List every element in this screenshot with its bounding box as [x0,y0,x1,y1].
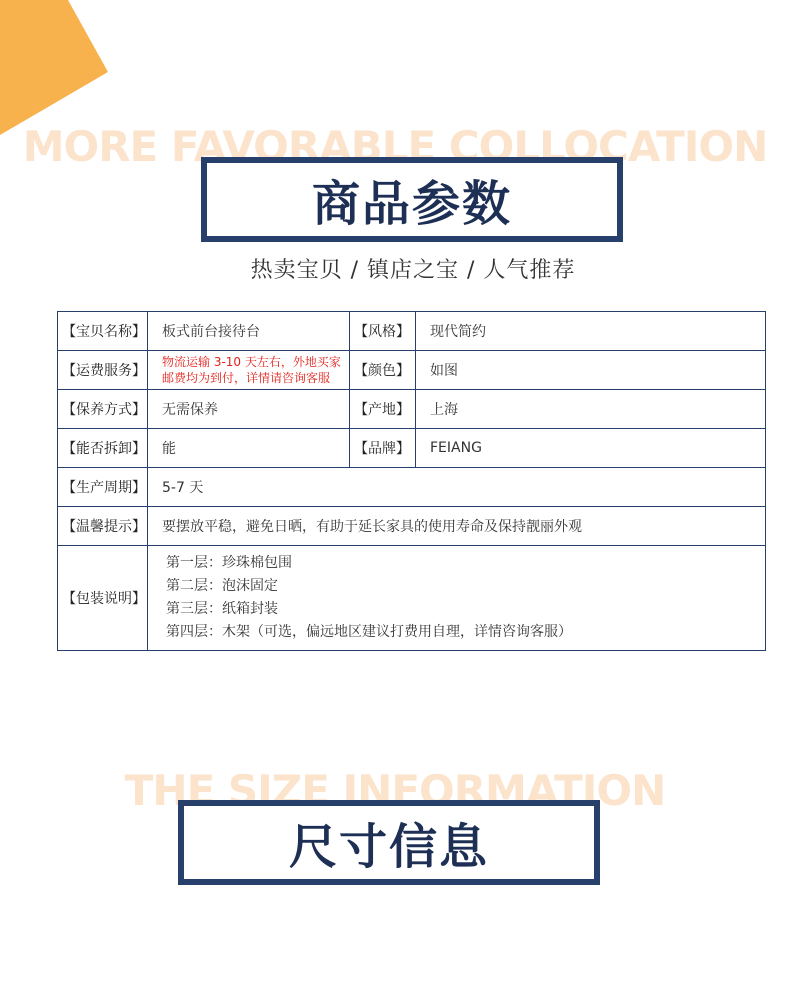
brand-label: 【品牌】 [350,429,416,468]
table-row [58,546,766,651]
cycle-value: 5-7 天 [148,468,766,507]
shipping-value-line1: 物流运输 3-10 天左右，外地买家 [162,355,341,369]
packing-value [148,546,766,651]
style-value: 现代简约 [416,312,766,351]
detachable-label: 【能否拆卸】 [58,429,148,468]
product-parameter-table [57,311,766,651]
table-row [58,429,766,468]
shipping-value-line2: 邮费均为到付，详情请咨询客服 [162,371,331,385]
orange-corner-decoration [0,0,110,140]
table-row [58,312,766,351]
shipping-value [148,351,350,390]
section1-title: 商品参数 [311,176,512,232]
section1-subtitle: 热卖宝贝 / 镇店之宝 / 人气推荐 [250,258,576,283]
packing-line-4: 第四层：木架（可选，偏远地区建议打费用自理，详情咨询客服） [166,624,572,640]
packing-line-3: 第三层：纸箱封装 [166,601,278,617]
color-value: 如图 [416,351,766,390]
origin-value: 上海 [416,390,766,429]
section1-bg-english: MORE FAVORABLE COLLOCATION [22,122,768,171]
color-label: 【颜色】 [350,351,416,390]
shipping-label: 【运费服务】 [58,351,148,390]
origin-label: 【产地】 [350,390,416,429]
packing-line-2: 第二层：泡沫固定 [166,578,278,594]
brand-value: FEIANG [416,429,766,468]
table-row [58,468,766,507]
detachable-value: 能 [148,429,350,468]
section2-title: 尺寸信息 [288,819,489,875]
section2-title-box [178,800,600,885]
style-label: 【风格】 [350,312,416,351]
tip-label: 【温馨提示】 [58,507,148,546]
table-row [58,390,766,429]
cycle-label: 【生产周期】 [58,468,148,507]
baby-name-label: 【宝贝名称】 [58,312,148,351]
maintenance-label: 【保养方式】 [58,390,148,429]
table-row [58,351,766,390]
section2-bg-english: THE SIZE INFORMATION [124,766,666,815]
packing-label: 【包装说明】 [58,546,148,651]
maintenance-value: 无需保养 [148,390,350,429]
baby-name-value: 板式前台接待台 [148,312,350,351]
tip-value: 要摆放平稳，避免日晒，有助于延长家具的使用寿命及保持靓丽外观 [148,507,766,546]
section1-title-box [201,157,623,242]
table-row [58,507,766,546]
packing-line-1: 第一层：珍珠棉包围 [166,555,292,571]
